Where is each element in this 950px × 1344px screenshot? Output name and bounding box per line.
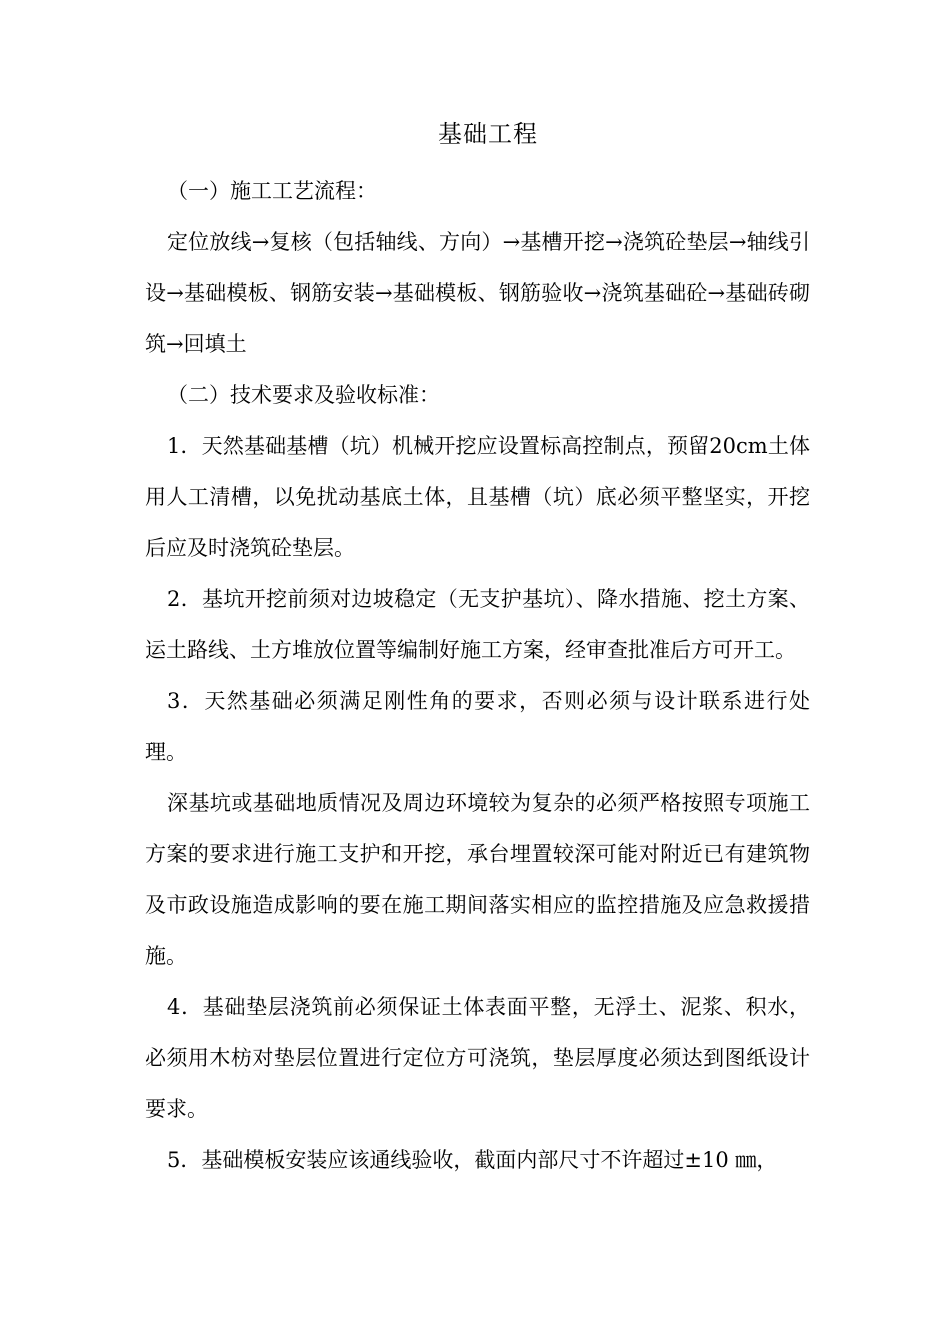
paragraph-item-5: 5．基础模板安装应该通线验收，截面内部尺寸不许超过±10 ㎜， — [167, 1148, 778, 1172]
section-heading-process: （一）施工工艺流程： — [167, 179, 377, 203]
paragraph-item-3: 3．天然基础必须满足刚性角的要求，否则必须与设计联系进行处理。 — [145, 689, 810, 764]
paragraph-item-1: 1．天然基础基槽（坑）机械开挖应设置标高控制点，预留20cm土体用人工清槽，以免扰动基底土体，且基槽（坑）底必须平整坚实，开挖后应及时浇筑砼垫层。 — [145, 434, 810, 560]
paragraph-process-flow: 定位放线→复核（包括轴线、方向）→基槽开挖→浇筑砼垫层→轴线引设→基础模板、钢筋安装→基础模板、钢筋验收→浇筑基础砼→基础砖砌筑→回填土 — [145, 230, 810, 356]
paragraph-item-2: 2．基坑开挖前须对边坡稳定（无支护基坑）、降水措施、挖土方案、运土路线、土方堆放位置等编制好施工方案，经审查批准后方可开工。 — [145, 587, 810, 662]
page-title: 基础工程 — [438, 120, 538, 148]
paragraph-item-4: 4．基础垫层浇筑前必须保证土体表面平整，无浮土、泥浆、积水，必须用木枋对垫层位置进行定位方可浇筑，垫层厚度必须达到图纸设计要求。 — [145, 995, 810, 1121]
section-heading-requirements: （二）技术要求及验收标准： — [167, 383, 440, 407]
document-body — [145, 166, 810, 1186]
paragraph-deep-pit: 深基坑或基础地质情况及周边环境较为复杂的必须严格按照专项施工方案的要求进行施工支护和开挖，承台埋置较深可能对附近已有建筑物及市政设施造成影响的要在施工期间落实相应的监控措施及应急救援措施。 — [145, 791, 810, 968]
